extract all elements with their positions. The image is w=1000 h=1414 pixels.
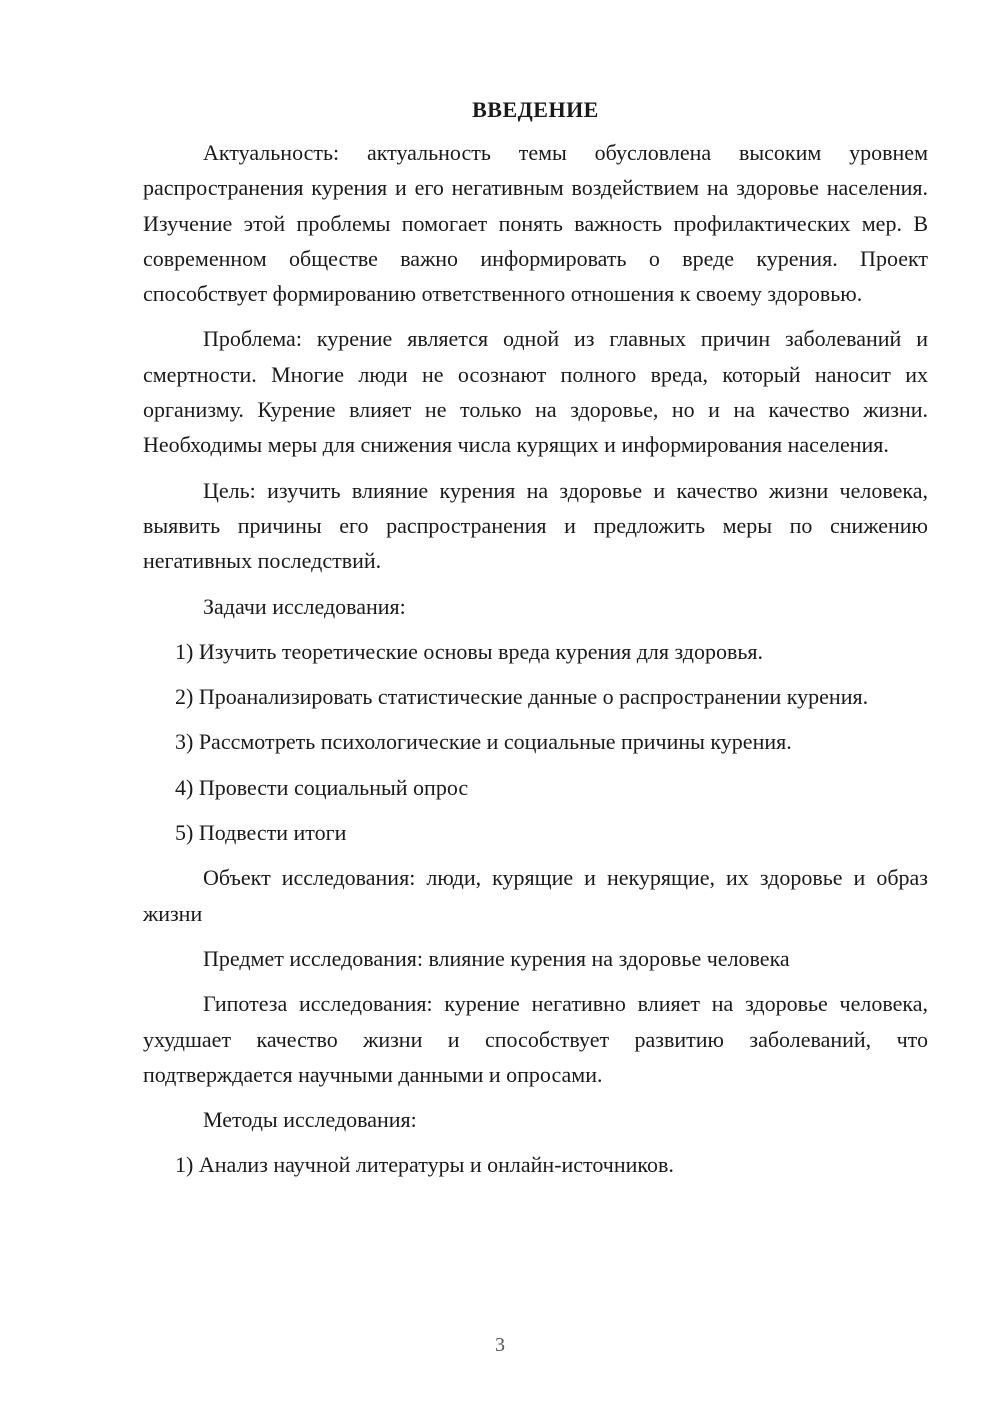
object-paragraph: Объект исследования: люди, курящие и некурящие, их здоровье и образ жизни bbox=[143, 865, 928, 926]
problem-paragraph: Проблема: курение является одной из главных причин заболеваний и смертности. Многие люди не осознают полного вреда, который наносит их организму. Курение влияет не только на здоровье, но и на качество жизни. Необходимы меры для снижения числа курящих и информирования населения. bbox=[143, 326, 928, 458]
task-item-4: 4) Провести социальный опрос bbox=[175, 774, 469, 800]
section-heading: ВВЕДЕНИЕ bbox=[472, 97, 599, 122]
methods-title: Методы исследования: bbox=[203, 1107, 417, 1133]
task-item-2: 2) Проанализировать статистические данные о распространении курения. bbox=[175, 684, 869, 710]
task-item-1: 1) Изучить теоретические основы вреда курения для здоровья. bbox=[175, 638, 764, 664]
task-item-5: 5) Подвести итоги bbox=[175, 820, 347, 846]
relevance-paragraph: Актуальность: актуальность темы обусловлена высоким уровнем распространения курения и его негативным воздействием на здоровье населения. Изучение этой проблемы помогает понять важность профилактических мер. В современном обществе важно информировать о вреде курения. Проект способствует формированию ответственного отношения к своему здоровью. bbox=[143, 140, 928, 307]
subject-paragraph: Предмет исследования: влияние курения на здоровье человека bbox=[203, 945, 790, 971]
hypothesis-paragraph: Гипотеза исследования: курение негативно влияет на здоровье человека, ухудшает качество жизни и способствует развитию заболеваний, что подтверждается научными данными и опросами. bbox=[143, 991, 928, 1087]
method-item-1: 1) Анализ научной литературы и онлайн-источников. bbox=[175, 1152, 674, 1178]
goal-paragraph: Цель: изучить влияние курения на здоровье и качество жизни человека, выявить причины его распространения и предложить меры по снижению негативных последствий. bbox=[143, 477, 928, 574]
page-number: 3 bbox=[495, 1334, 505, 1356]
tasks-title: Задачи исследования: bbox=[203, 593, 406, 619]
task-item-3: 3) Рассмотреть психологические и социальные причины курения. bbox=[175, 729, 792, 755]
document-page bbox=[143, 95, 928, 1193]
